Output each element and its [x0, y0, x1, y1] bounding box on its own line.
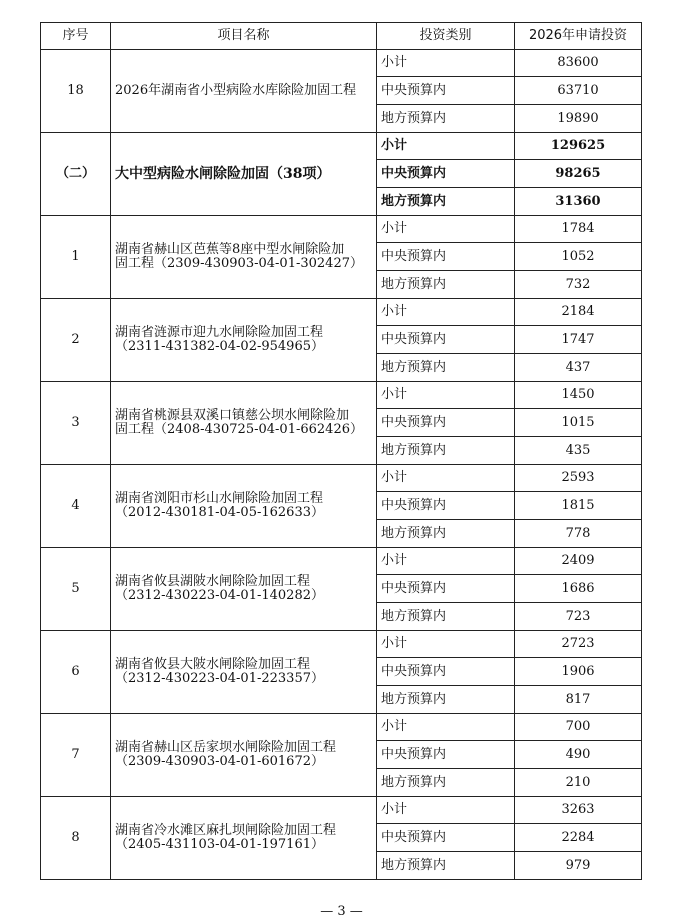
row-seq: 2 — [41, 299, 111, 382]
investment-amount: 129625 — [515, 133, 642, 160]
investment-category: 中央预算内 — [377, 824, 515, 852]
investment-amount: 723 — [515, 603, 642, 631]
investment-category: 地方预算内 — [377, 437, 515, 465]
row-seq: 3 — [41, 382, 111, 465]
investment-amount: 435 — [515, 437, 642, 465]
investment-amount: 31360 — [515, 188, 642, 216]
investment-category: 地方预算内 — [377, 520, 515, 548]
investment-amount: 732 — [515, 271, 642, 299]
investment-category: 中央预算内 — [377, 658, 515, 686]
investment-amount: 1015 — [515, 409, 642, 437]
project-name — [111, 299, 377, 382]
investment-amount: 437 — [515, 354, 642, 382]
investment-amount: 1450 — [515, 382, 642, 409]
investment-category: 地方预算内 — [377, 188, 515, 216]
investment-amount: 3263 — [515, 797, 642, 824]
table-row — [41, 631, 642, 658]
table-body — [41, 50, 642, 880]
investment-category: 地方预算内 — [377, 105, 515, 133]
project-name-line: 湖南省赫山区芭蕉等8座中型水闸除险加 — [115, 242, 345, 257]
investment-amount: 19890 — [515, 105, 642, 133]
page-number: — 3 — — [320, 904, 363, 919]
project-name-line: （2311-431382-04-02-954965） — [115, 339, 324, 354]
investment-category: 小计 — [377, 714, 515, 741]
row-seq: 1 — [41, 216, 111, 299]
investment-table — [40, 22, 642, 880]
investment-amount: 700 — [515, 714, 642, 741]
header-seq: 序号 — [41, 23, 111, 50]
table-row — [41, 50, 642, 77]
row-seq: （二） — [41, 133, 111, 216]
header-row — [41, 23, 642, 50]
project-name-line: 湖南省赫山区岳家坝水闸除险加固工程 — [115, 740, 337, 755]
investment-amount: 2284 — [515, 824, 642, 852]
investment-category: 中央预算内 — [377, 160, 515, 188]
table-row — [41, 216, 642, 243]
project-name-line: 湖南省涟源市迎九水闸除险加固工程 — [115, 325, 324, 340]
investment-amount: 1747 — [515, 326, 642, 354]
investment-category: 地方预算内 — [377, 354, 515, 382]
row-seq: 7 — [41, 714, 111, 797]
investment-category: 地方预算内 — [377, 271, 515, 299]
table-row — [41, 548, 642, 575]
table-row — [41, 299, 642, 326]
project-name — [111, 382, 377, 465]
investment-amount: 83600 — [515, 50, 642, 77]
investment-amount: 63710 — [515, 77, 642, 105]
investment-amount: 1784 — [515, 216, 642, 243]
investment-amount: 1906 — [515, 658, 642, 686]
row-seq: 18 — [41, 50, 111, 133]
project-name — [111, 797, 377, 880]
project-name-line: 湖南省攸县大陂水闸除险加固工程 — [115, 657, 311, 672]
investment-category: 地方预算内 — [377, 852, 515, 880]
investment-category: 小计 — [377, 299, 515, 326]
project-name — [111, 548, 377, 631]
project-name-line: 固工程（2309-430903-04-01-302427） — [115, 256, 363, 271]
investment-category: 小计 — [377, 133, 515, 160]
project-name-line: 2026年湖南省小型病险水库除险加固工程 — [115, 83, 357, 98]
table-row — [41, 714, 642, 741]
table-row — [41, 382, 642, 409]
project-name-line: 湖南省浏阳市杉山水闸除险加固工程 — [115, 491, 324, 506]
row-seq: 6 — [41, 631, 111, 714]
investment-amount: 817 — [515, 686, 642, 714]
investment-amount: 2409 — [515, 548, 642, 575]
investment-category: 中央预算内 — [377, 409, 515, 437]
project-name — [111, 50, 377, 133]
investment-amount: 1052 — [515, 243, 642, 271]
investment-amount: 2723 — [515, 631, 642, 658]
investment-amount: 2593 — [515, 465, 642, 492]
investment-category: 地方预算内 — [377, 603, 515, 631]
investment-category: 中央预算内 — [377, 243, 515, 271]
investment-amount: 1686 — [515, 575, 642, 603]
investment-category: 地方预算内 — [377, 686, 515, 714]
project-name-line: （2309-430903-04-01-601672） — [115, 754, 324, 769]
project-name — [111, 216, 377, 299]
investment-category: 中央预算内 — [377, 77, 515, 105]
investment-category: 小计 — [377, 50, 515, 77]
investment-category: 小计 — [377, 216, 515, 243]
project-name — [111, 465, 377, 548]
investment-amount: 2184 — [515, 299, 642, 326]
header-investment-category: 投资类别 — [377, 23, 515, 50]
investment-amount: 1815 — [515, 492, 642, 520]
investment-amount: 98265 — [515, 160, 642, 188]
table-row — [41, 133, 642, 160]
investment-category: 中央预算内 — [377, 575, 515, 603]
row-seq: 4 — [41, 465, 111, 548]
investment-category: 中央预算内 — [377, 741, 515, 769]
project-name-line: （2405-431103-04-01-197161） — [115, 837, 324, 852]
project-name-line: 大中型病险水闸除险加固（38项） — [115, 166, 331, 182]
row-seq: 5 — [41, 548, 111, 631]
investment-category: 中央预算内 — [377, 492, 515, 520]
investment-category: 小计 — [377, 548, 515, 575]
investment-category: 小计 — [377, 797, 515, 824]
table-header — [41, 23, 642, 50]
investment-category: 地方预算内 — [377, 769, 515, 797]
investment-category: 小计 — [377, 631, 515, 658]
project-name-line: 湖南省攸县湖陂水闸除险加固工程 — [115, 574, 311, 589]
project-name — [111, 631, 377, 714]
investment-amount: 210 — [515, 769, 642, 797]
table-row — [41, 465, 642, 492]
investment-category: 小计 — [377, 465, 515, 492]
investment-amount: 778 — [515, 520, 642, 548]
project-name-line: 湖南省桃源县双溪口镇慈公坝水闸除险加 — [115, 408, 350, 423]
header-investment-amount: 2026年申请投资 — [515, 23, 642, 50]
project-name — [111, 133, 377, 216]
project-name-line: 湖南省冷水滩区麻扎坝闸除险加固工程 — [115, 823, 337, 838]
project-name-line: （2312-430223-04-01-140282） — [115, 588, 324, 603]
investment-amount: 979 — [515, 852, 642, 880]
header-project-name: 项目名称 — [111, 23, 377, 50]
investment-category: 中央预算内 — [377, 326, 515, 354]
investment-category: 小计 — [377, 382, 515, 409]
project-name-line: 固工程（2408-430725-04-01-662426） — [115, 422, 363, 437]
project-name-line: （2012-430181-04-05-162633） — [115, 505, 324, 520]
project-name — [111, 714, 377, 797]
investment-amount: 490 — [515, 741, 642, 769]
row-seq: 8 — [41, 797, 111, 880]
table-row — [41, 797, 642, 824]
project-name-line: （2312-430223-04-01-223357） — [115, 671, 324, 686]
